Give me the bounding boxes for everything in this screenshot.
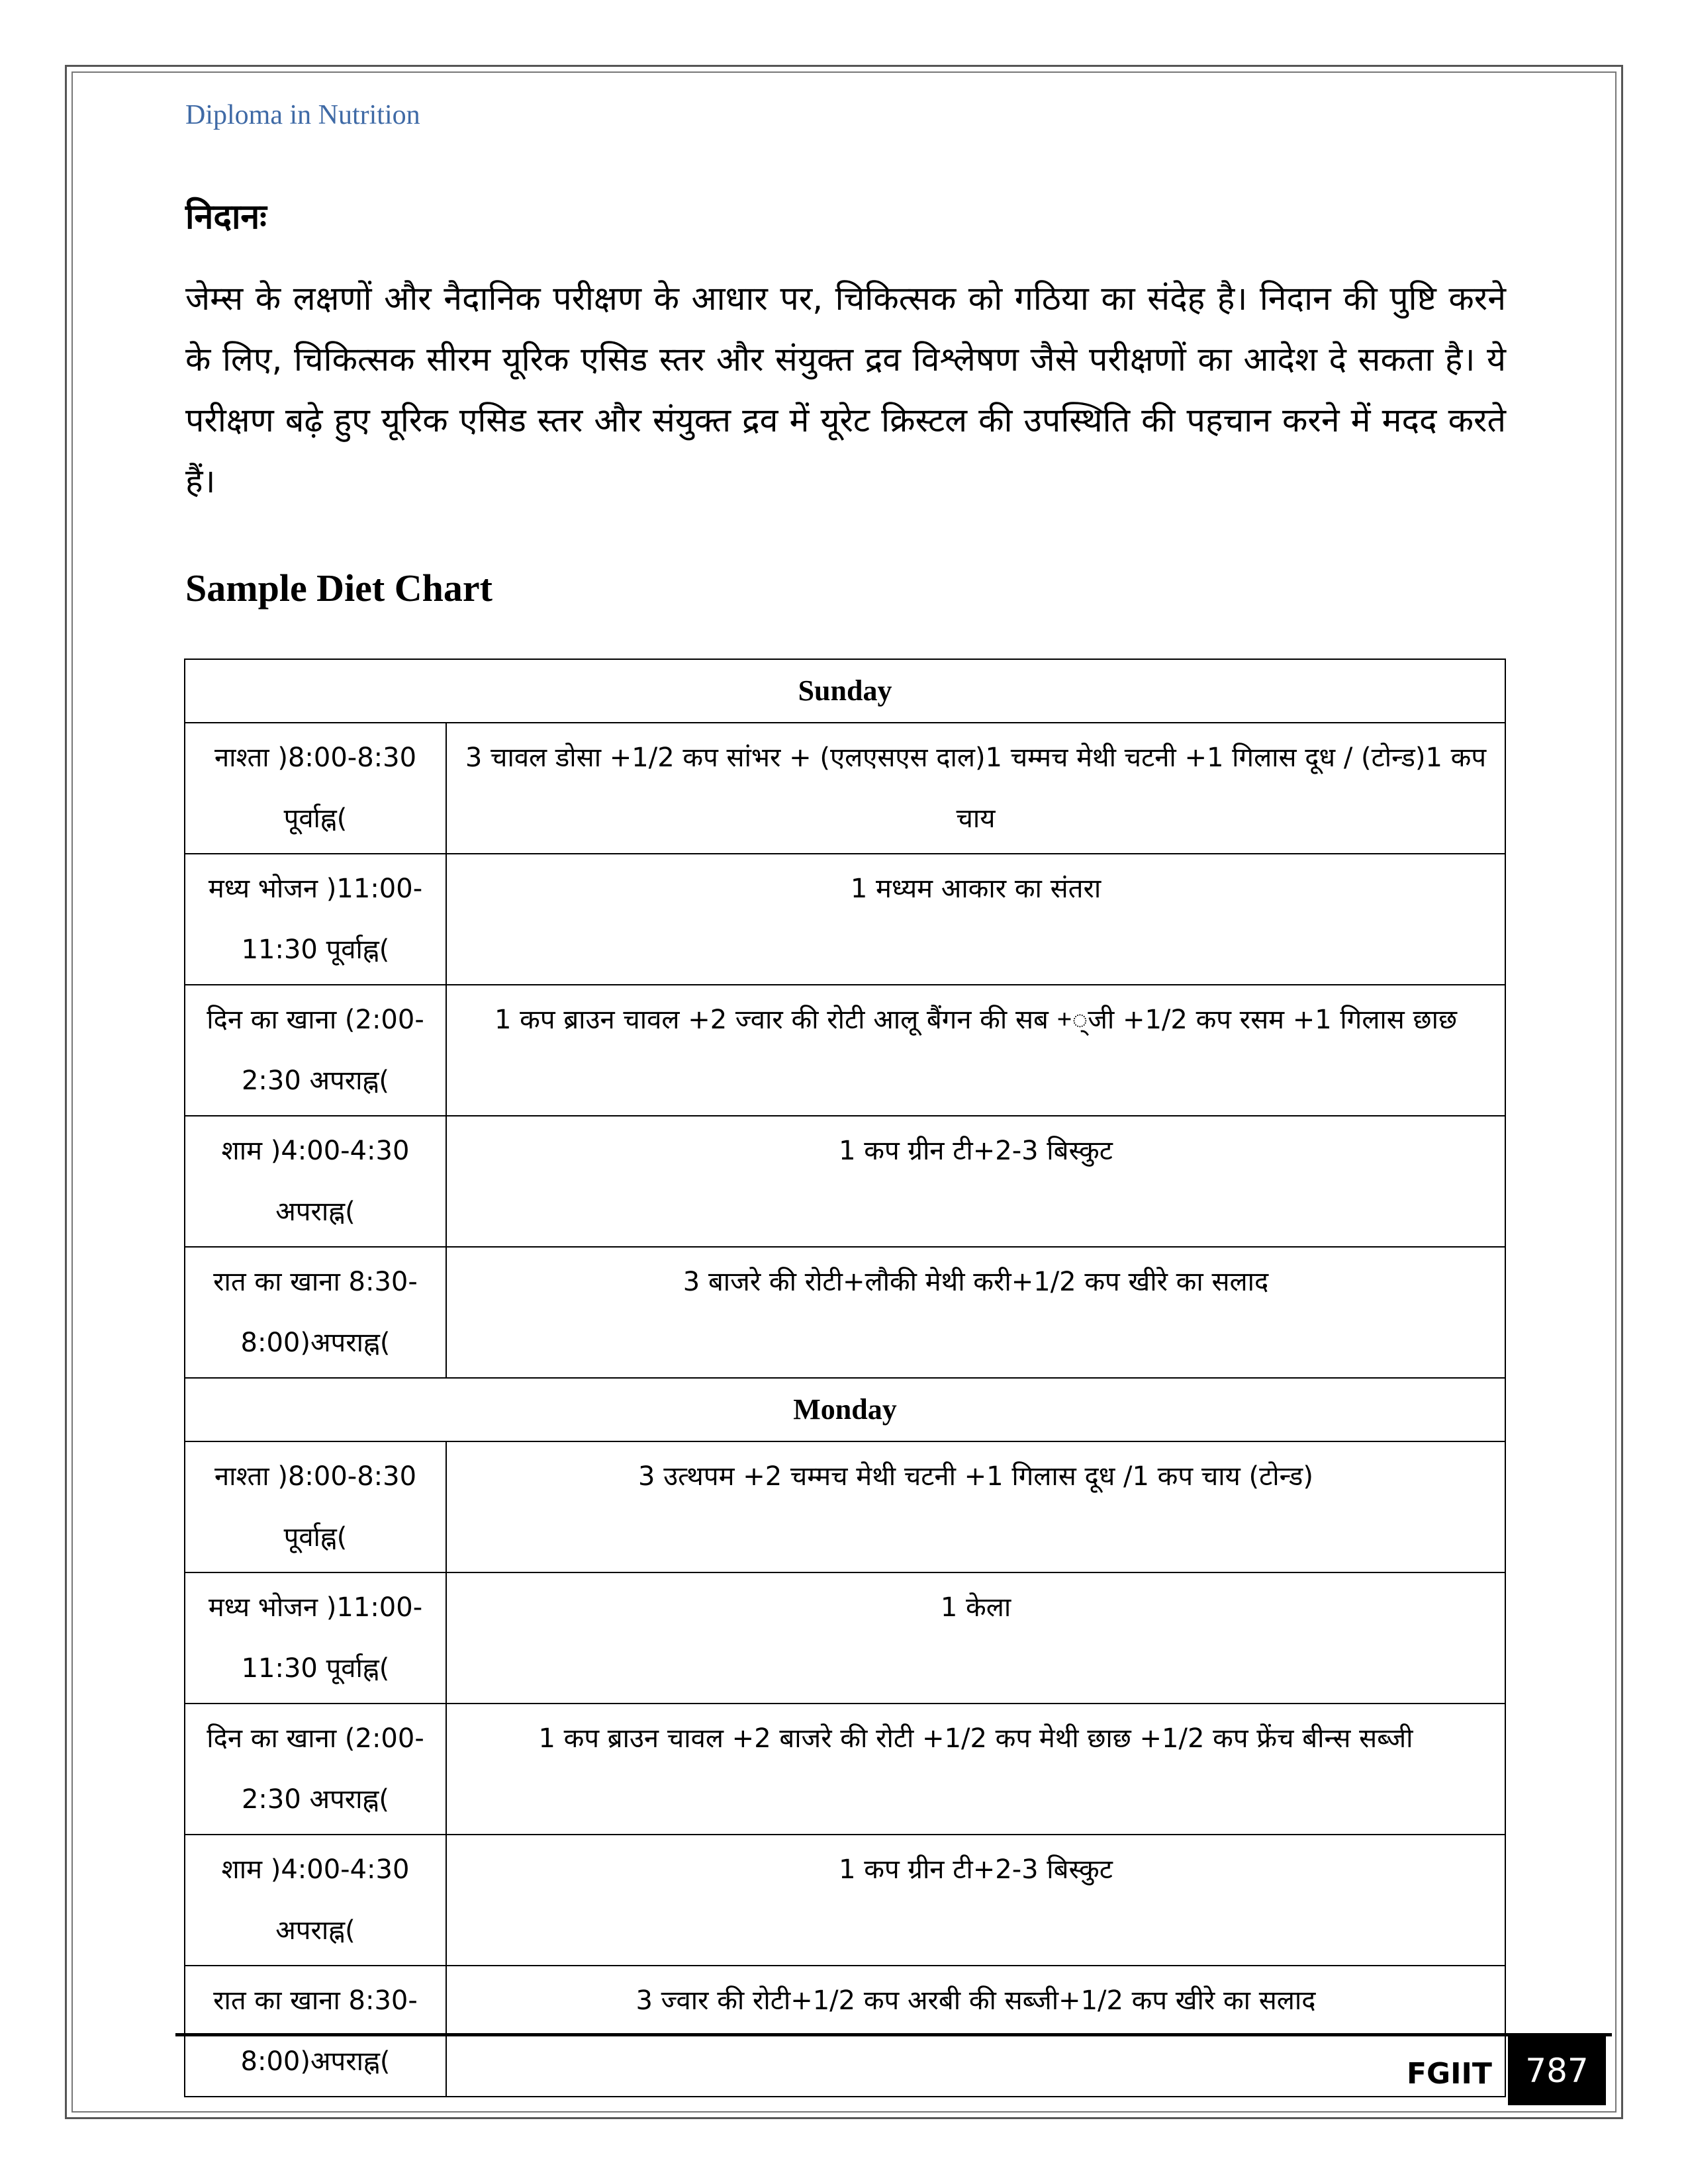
table-row [185, 1835, 1505, 1966]
table-row [185, 723, 1505, 854]
footer-rule [175, 2033, 1612, 2036]
meal-time: रात का खाना 8:30-8:00)अपराह्न( [185, 1247, 446, 1378]
meal-time: शाम )4:00-4:30 अपराह्न( [185, 1835, 446, 1966]
meal-menu: 1 केला [446, 1572, 1505, 1704]
day-label: Monday [185, 1378, 1505, 1441]
table-row [185, 1441, 1505, 1572]
meal-time: शाम )4:00-4:30 अपराह्न( [185, 1116, 446, 1247]
meal-time: मध्य भोजन )11:00-11:30 पूर्वाह्न( [185, 1572, 446, 1704]
table-row [185, 1247, 1505, 1378]
page-number: 787 [1508, 2036, 1606, 2105]
meal-menu: 1 मध्यम आकार का संतरा [446, 854, 1505, 985]
meal-menu: 3 चावल डोसा +1/2 कप सांभर + (एलएसएस दाल)1 चम्मच मेथी चटनी +1 गिलास दूध / (टोन्ड)1 कप चाय [446, 723, 1505, 854]
table-row [185, 854, 1505, 985]
meal-menu: 3 उत्थपम +2 चम्मच मेथी चटनी +1 गिलास दूध /1 कप चाय (टोन्ड) [446, 1441, 1505, 1572]
meal-time: दिन का खाना (2:00-2:30 अपराह्न( [185, 1704, 446, 1835]
diagnosis-paragraph: जेम्स के लक्षणों और नैदानिक परीक्षण के आधार पर, चिकित्सक को गठिया का संदेह है। निदान की पुष्टि करने के लिए, चिकित्सक सीरम यूरिक एसिड स्तर और संयुक्त द्रव विश्लेषण जैसे परीक्षणों का आदेश दे सकता है। ये परीक्षण बढ़े हुए यूरिक एसिड स्तर और संयुक्त द्रव में यूरेट क्रिस्टल की उपस्थिति की पहचान करने में मदद करते हैं। [185, 279, 1506, 500]
meal-menu: 1 कप ब्राउन चावल +2 बाजरे की रोटी +1/2 कप मेथी छाछ +1/2 कप फ्रेंच बीन्स सब्जी [446, 1704, 1505, 1835]
meal-menu: 1 कप ब्राउन चावल +2 ज्वार की रोटी आलू बैंगन की सब +्जी +1/2 कप रसम +1 गिलास छाछ [446, 985, 1505, 1116]
meal-time: दिन का खाना (2:00-2:30 अपराह्न( [185, 985, 446, 1116]
table-row [185, 985, 1505, 1116]
table-row [185, 1116, 1505, 1247]
diagnosis-heading: निदानः [185, 197, 267, 237]
table-row [185, 1572, 1505, 1704]
meal-menu: 1 कप ग्रीन टी+2-3 बिस्कुट [446, 1835, 1505, 1966]
day-row-monday [185, 1378, 1505, 1441]
meal-time: नाश्ता )8:00-8:30 पूर्वाह्न( [185, 723, 446, 854]
meal-menu: 3 ज्वार की रोटी+1/2 कप अरबी की सब्जी+1/2 कप खीरे का सलाद [446, 1966, 1505, 2097]
meal-menu: 3 बाजरे की रोटी+लौकी मेथी करी+1/2 कप खीरे का सलाद [446, 1247, 1505, 1378]
table-row [185, 1704, 1505, 1835]
footer-brand: FGIIT [1407, 2057, 1492, 2091]
meal-time: मध्य भोजन )11:00-11:30 पूर्वाह्न( [185, 854, 446, 985]
running-header: Diploma in Nutrition [185, 100, 420, 130]
meal-time: रात का खाना 8:30-8:00)अपराह्न( [185, 1966, 446, 2097]
day-row-sunday [185, 659, 1505, 723]
diet-chart-table [184, 659, 1506, 2097]
meal-menu: 1 कप ग्रीन टी+2-3 बिस्कुट [446, 1116, 1505, 1247]
table-row [185, 1966, 1505, 2097]
diet-chart-title: Sample Diet Chart [185, 567, 492, 610]
meal-time: नाश्ता )8:00-8:30 पूर्वाह्न( [185, 1441, 446, 1572]
day-label: Sunday [185, 659, 1505, 723]
